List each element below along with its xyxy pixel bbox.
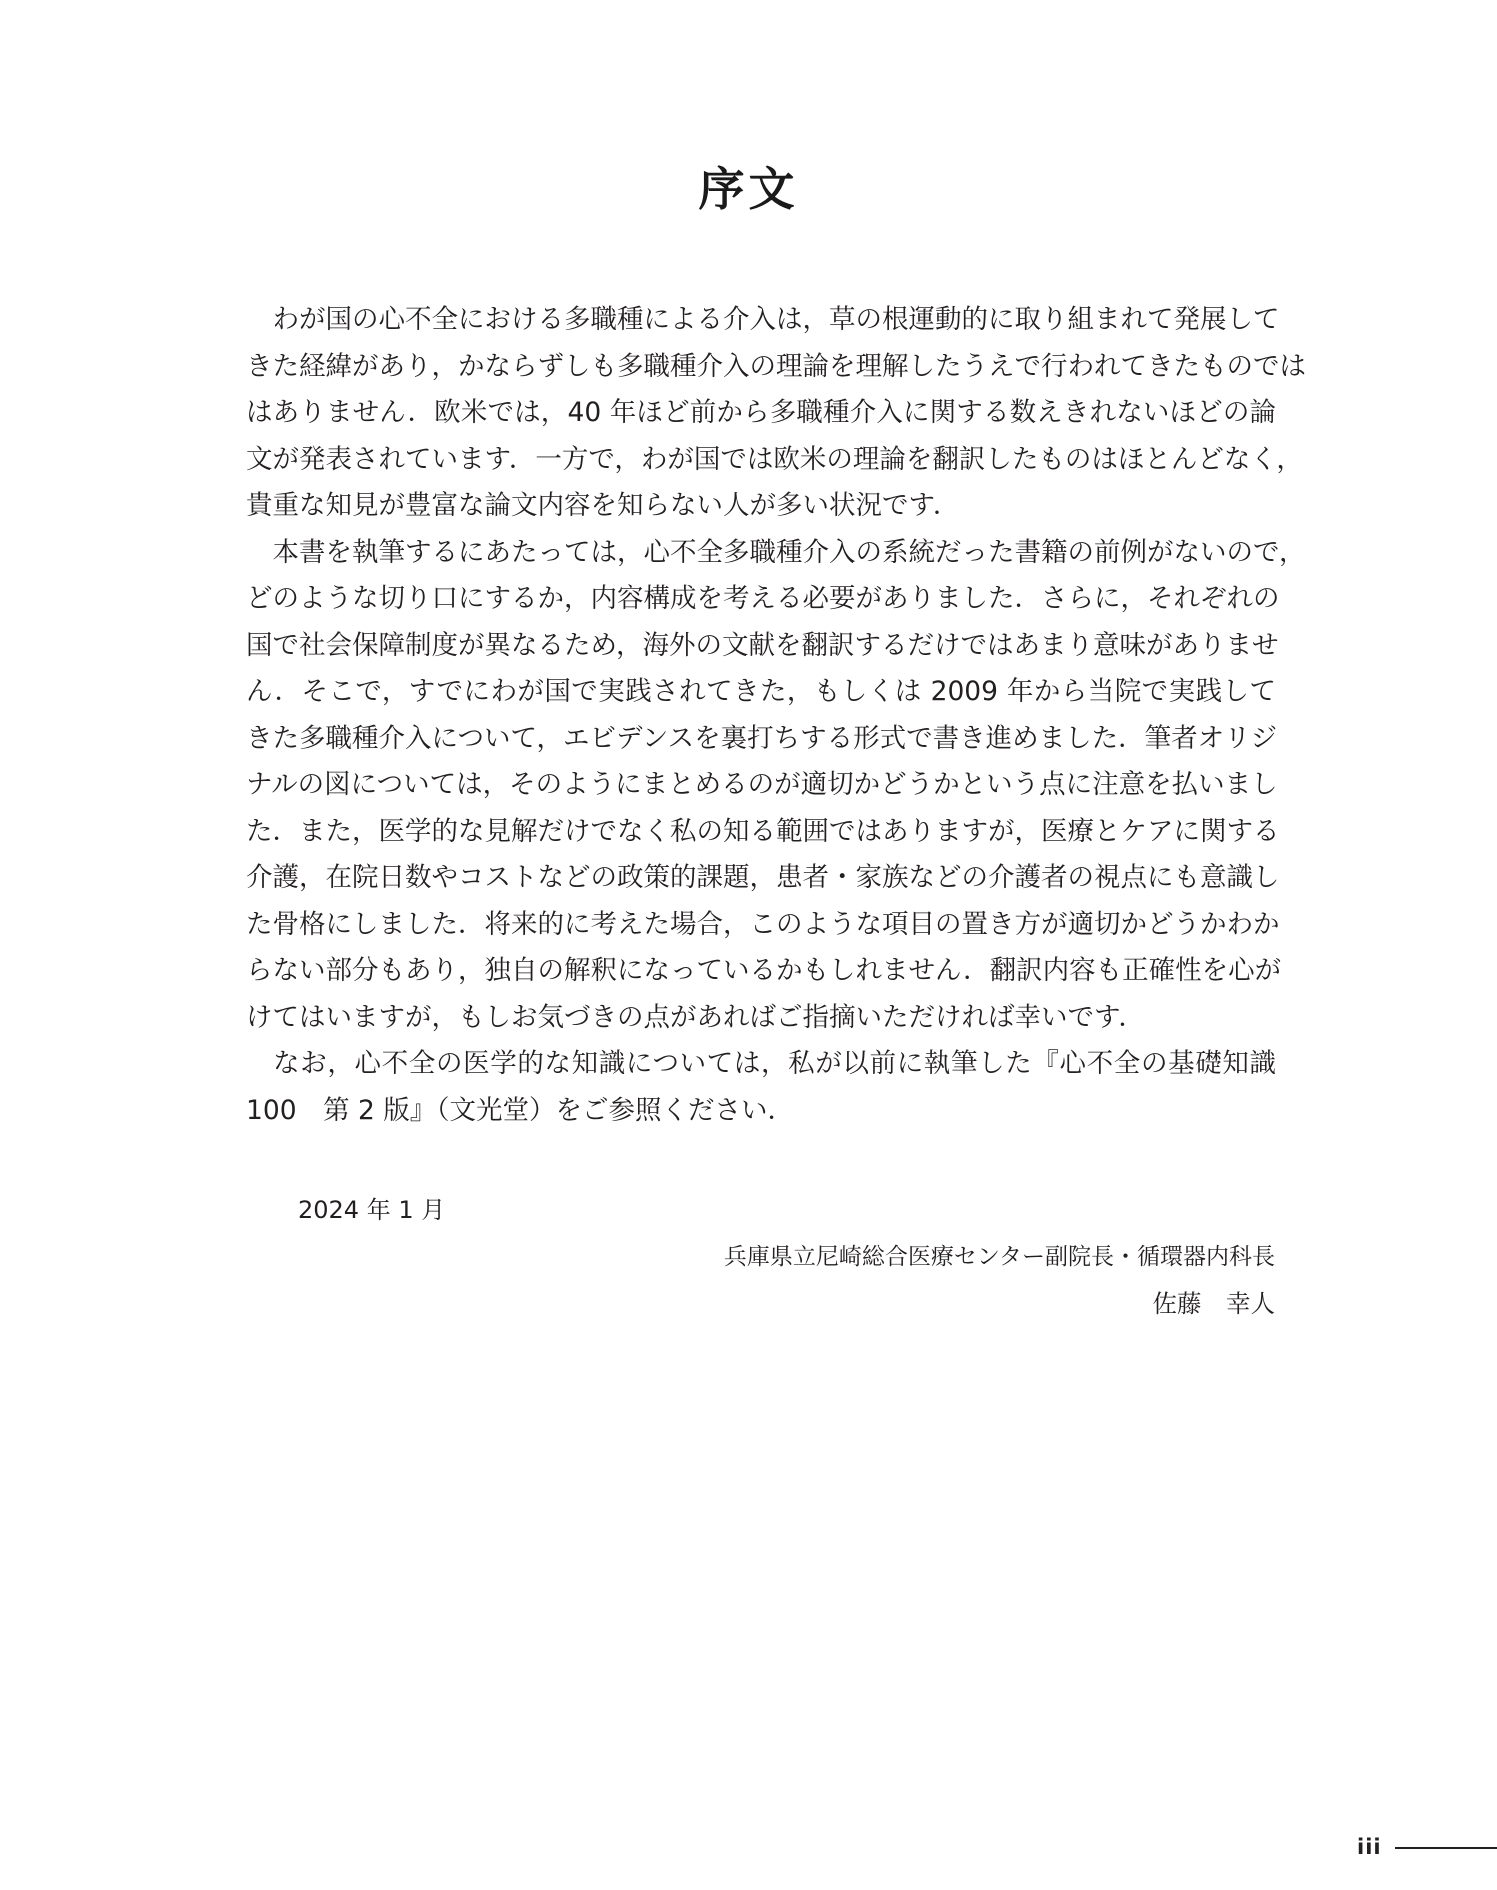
body-line: はありません．欧米では，40 年ほど前から多職種介入に関する数えきれないほどの論 bbox=[246, 397, 1276, 428]
page-title: 序文 bbox=[698, 161, 799, 216]
preface-body bbox=[246, 297, 1306, 1134]
author-name: 佐藤 幸人 bbox=[1152, 1289, 1275, 1318]
body-line: きた経緯があり，かならずしも多職種介入の理論を理解したうえで行われてきたものでは bbox=[246, 350, 1306, 382]
body-line: 介護，在院日数やコストなどの政策的課題，患者・家族などの介護者の視点にも意識し bbox=[246, 862, 1280, 893]
body-line: 貴重な知見が豊富な論文内容を知らない人が多い状況です． bbox=[246, 490, 960, 521]
body-line: きた多職種介入について，エビデンスを裏打ちする形式で書き進めました．筆者オリジ bbox=[246, 722, 1278, 754]
body-line: どのような切り口にするか，内容構成を考える必要がありました．さらに，それぞれの bbox=[246, 583, 1280, 614]
page-number: iii bbox=[1357, 1835, 1382, 1859]
body-line: 本書を執筆するにあたっては，心不全多職種介入の系統だった書籍の前例がないので， bbox=[246, 536, 1306, 568]
body-line: 国で社会保障制度が異なるため，海外の文献を翻訳するだけではあまり意味がありませ bbox=[246, 629, 1279, 661]
body-line: た．また，医学的な見解だけでなく私の知る範囲ではありますが，医療とケアに関する bbox=[246, 815, 1280, 847]
page-number-rule bbox=[1395, 1847, 1497, 1849]
body-line: なお，心不全の医学的な知識については，私が以前に執筆した『心不全の基礎知識 bbox=[246, 1048, 1276, 1079]
body-line: ん．そこで，すでにわが国で実践されてきた，もしくは 2009 年から当院で実践して bbox=[246, 676, 1276, 707]
body-line: らない部分もあり，独自の解釈になっているかもしれません．翻訳内容も正確性を心が bbox=[246, 955, 1282, 986]
body-line: わが国の心不全における多職種による介入は，草の根運動的に取り組まれて発展して bbox=[246, 304, 1280, 335]
signature-date: 2024 年 1 月 bbox=[298, 1196, 446, 1224]
body-line: た骨格にしました．将来的に考えた場合，このような項目の置き方が適切かどうかわか bbox=[246, 908, 1280, 940]
body-line: ナルの図については，そのようにまとめるのが適切かどうかという点に注意を払いまし bbox=[246, 769, 1278, 800]
body-line: 文が発表されています．一方で，わが国では欧米の理論を翻訳したものはほとんどなく， bbox=[246, 443, 1303, 475]
author-affiliation: 兵庫県立尼崎総合医療センター副院長・循環器内科長 bbox=[723, 1244, 1275, 1270]
body-line: 100 第 2 版』（文光堂）をご参照ください． bbox=[246, 1094, 795, 1126]
body-line: けてはいますが，もしお気づきの点があればご指摘いただければ幸いです． bbox=[246, 1001, 1145, 1033]
